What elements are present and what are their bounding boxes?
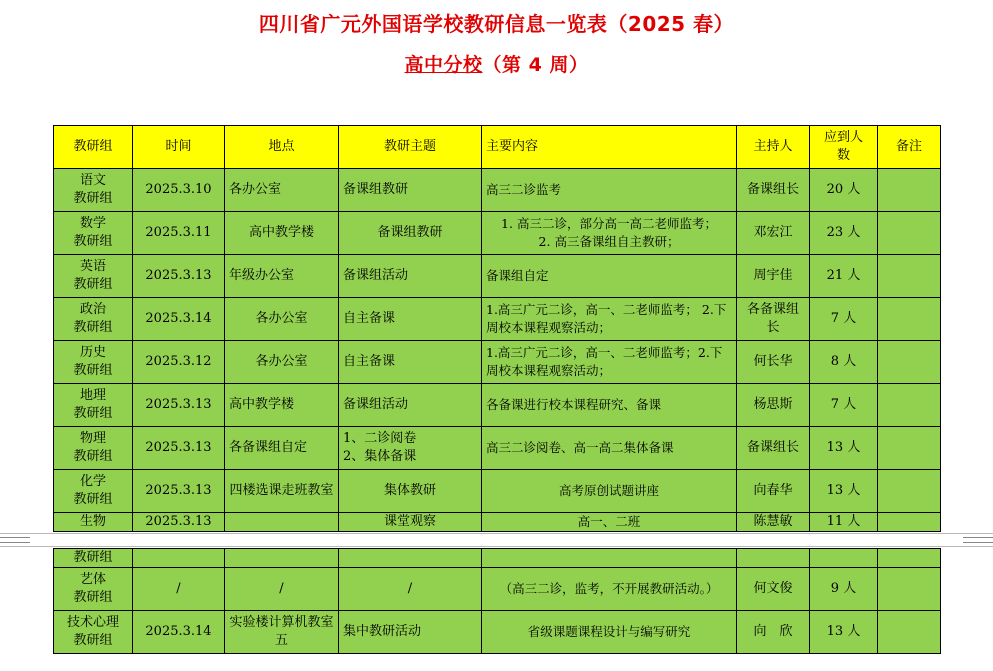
place-cell — [225, 549, 339, 568]
table-row — [54, 255, 941, 298]
group-cell: 技术心理 教研组 — [54, 611, 133, 654]
note-cell — [878, 549, 941, 568]
place-cell: 各备课组自定 — [225, 427, 339, 470]
place-cell: 年级办公室 — [225, 255, 339, 298]
group-cell: 教研组 — [54, 549, 133, 568]
group-cell: 语文 教研组 — [54, 169, 133, 212]
table-row — [54, 611, 941, 654]
group-cell: 化学 教研组 — [54, 470, 133, 513]
group-cell: 数学 教研组 — [54, 212, 133, 255]
place-cell: 实验楼计算机教室五 — [225, 611, 339, 654]
place-cell: 高中教学楼 — [225, 384, 339, 427]
time-cell: / — [133, 568, 225, 611]
time-cell — [133, 549, 225, 568]
content-cell: 省级课题课程设计与编写研究 — [482, 611, 737, 654]
note-cell — [878, 384, 941, 427]
host-cell: 各备课组长 — [737, 298, 810, 341]
place-cell: 各办公室 — [225, 169, 339, 212]
theme-cell: 备课组教研 — [339, 169, 482, 212]
time-cell: 2025.3.13 — [133, 384, 225, 427]
table-row — [54, 298, 941, 341]
host-cell — [737, 549, 810, 568]
host-cell: 陈慧敏 — [737, 513, 810, 532]
table-row — [54, 212, 941, 255]
place-cell: 各办公室 — [225, 298, 339, 341]
time-cell: 2025.3.13 — [133, 470, 225, 513]
header-cell: 教研组 — [54, 126, 133, 169]
host-cell: 向 欣 — [737, 611, 810, 654]
note-cell — [878, 255, 941, 298]
time-cell: 2025.3.14 — [133, 611, 225, 654]
theme-cell: 备课组活动 — [339, 384, 482, 427]
header-cell: 时间 — [133, 126, 225, 169]
theme-cell: 自主备课 — [339, 298, 482, 341]
note-cell — [878, 513, 941, 532]
table-row — [54, 513, 941, 532]
group-cell: 历史 教研组 — [54, 341, 133, 384]
table-row — [54, 341, 941, 384]
group-cell: 政治 教研组 — [54, 298, 133, 341]
week-label: （第 4 周） — [482, 54, 589, 76]
group-cell: 地理 教研组 — [54, 384, 133, 427]
header-cell: 主持人 — [737, 126, 810, 169]
count-cell: 7 人 — [810, 298, 878, 341]
count-cell: 7 人 — [810, 384, 878, 427]
count-cell: 9 人 — [810, 568, 878, 611]
group-cell: 英语 教研组 — [54, 255, 133, 298]
content-cell: 各备课进行校本课程研究、备课 — [482, 384, 737, 427]
place-cell: 各办公室 — [225, 341, 339, 384]
host-cell: 向春华 — [737, 470, 810, 513]
theme-cell: / — [339, 568, 482, 611]
count-cell: 13 人 — [810, 470, 878, 513]
table-row — [54, 384, 941, 427]
schedule-table — [53, 125, 941, 532]
table-row — [54, 549, 941, 568]
theme-cell: 课堂观察 — [339, 513, 482, 532]
table-header-row — [54, 126, 941, 169]
count-cell: 23 人 — [810, 212, 878, 255]
table-row — [54, 568, 941, 611]
count-cell — [810, 549, 878, 568]
page-break — [0, 533, 993, 547]
header-cell: 地点 — [225, 126, 339, 169]
content-cell: 备课组自定 — [482, 255, 737, 298]
theme-cell: 集中教研活动 — [339, 611, 482, 654]
count-cell: 13 人 — [810, 427, 878, 470]
group-cell: 物理 教研组 — [54, 427, 133, 470]
content-cell: 高考原创试题讲座 — [482, 470, 737, 513]
time-cell: 2025.3.11 — [133, 212, 225, 255]
time-cell: 2025.3.14 — [133, 298, 225, 341]
schedule-table-continued — [53, 548, 941, 654]
content-cell: 高三二诊监考 — [482, 169, 737, 212]
host-cell: 杨思斯 — [737, 384, 810, 427]
content-cell: （高三二诊，监考，不开展教研活动。） — [482, 568, 737, 611]
count-cell: 13 人 — [810, 611, 878, 654]
table-row — [54, 470, 941, 513]
theme-cell: 1、二诊阅卷 2、集体备课 — [339, 427, 482, 470]
note-cell — [878, 611, 941, 654]
note-cell — [878, 212, 941, 255]
note-cell — [878, 298, 941, 341]
page-edge-marker — [0, 537, 30, 543]
time-cell: 2025.3.12 — [133, 341, 225, 384]
table-row — [54, 427, 941, 470]
page-edge-marker — [963, 537, 993, 543]
place-cell — [225, 513, 339, 532]
count-cell: 20 人 — [810, 169, 878, 212]
group-cell: 艺体 教研组 — [54, 568, 133, 611]
host-cell: 何长华 — [737, 341, 810, 384]
group-cell: 生物 — [54, 513, 133, 532]
host-cell: 何文俊 — [737, 568, 810, 611]
note-cell — [878, 341, 941, 384]
theme-cell — [339, 549, 482, 568]
place-cell: 四楼选课走班教室 — [225, 470, 339, 513]
host-cell: 邓宏江 — [737, 212, 810, 255]
content-cell: 高三二诊阅卷、高一高二集体备课 — [482, 427, 737, 470]
host-cell: 备课组长 — [737, 169, 810, 212]
theme-cell: 集体教研 — [339, 470, 482, 513]
content-cell: 1.高三广元二诊，高一、二老师监考； 2.下周校本课程观察活动； — [482, 298, 737, 341]
content-cell — [482, 549, 737, 568]
note-cell — [878, 427, 941, 470]
table-row — [54, 169, 941, 212]
time-cell: 2025.3.13 — [133, 255, 225, 298]
content-cell: 1. 高三二诊，部分高一高二老师监考； 2. 高三备课组自主教研； — [482, 212, 737, 255]
theme-cell: 备课组教研 — [339, 212, 482, 255]
place-cell: / — [225, 568, 339, 611]
place-cell: 高中教学楼 — [225, 212, 339, 255]
time-cell: 2025.3.10 — [133, 169, 225, 212]
content-cell: 高一、二班 — [482, 513, 737, 532]
content-cell: 1.高三广元二诊，高一、二老师监考；2.下周校本课程观察活动； — [482, 341, 737, 384]
document-title: 四川省广元外国语学校教研信息一览表（2025 春） — [258, 12, 735, 36]
count-cell: 11 人 — [810, 513, 878, 532]
note-cell — [878, 470, 941, 513]
header-cell: 主要内容 — [482, 126, 737, 169]
host-cell: 备课组长 — [737, 427, 810, 470]
time-cell: 2025.3.13 — [133, 427, 225, 470]
count-cell: 21 人 — [810, 255, 878, 298]
note-cell — [878, 169, 941, 212]
theme-cell: 自主备课 — [339, 341, 482, 384]
count-cell: 8 人 — [810, 341, 878, 384]
theme-cell: 备课组活动 — [339, 255, 482, 298]
host-cell: 周宇佳 — [737, 255, 810, 298]
document-subtitle — [0, 50, 993, 77]
school-name: 高中分校 — [404, 54, 483, 76]
header-cell: 备注 — [878, 126, 941, 169]
header-cell: 教研主题 — [339, 126, 482, 169]
header-cell: 应到人数 — [810, 126, 878, 169]
time-cell: 2025.3.13 — [133, 513, 225, 532]
note-cell — [878, 568, 941, 611]
